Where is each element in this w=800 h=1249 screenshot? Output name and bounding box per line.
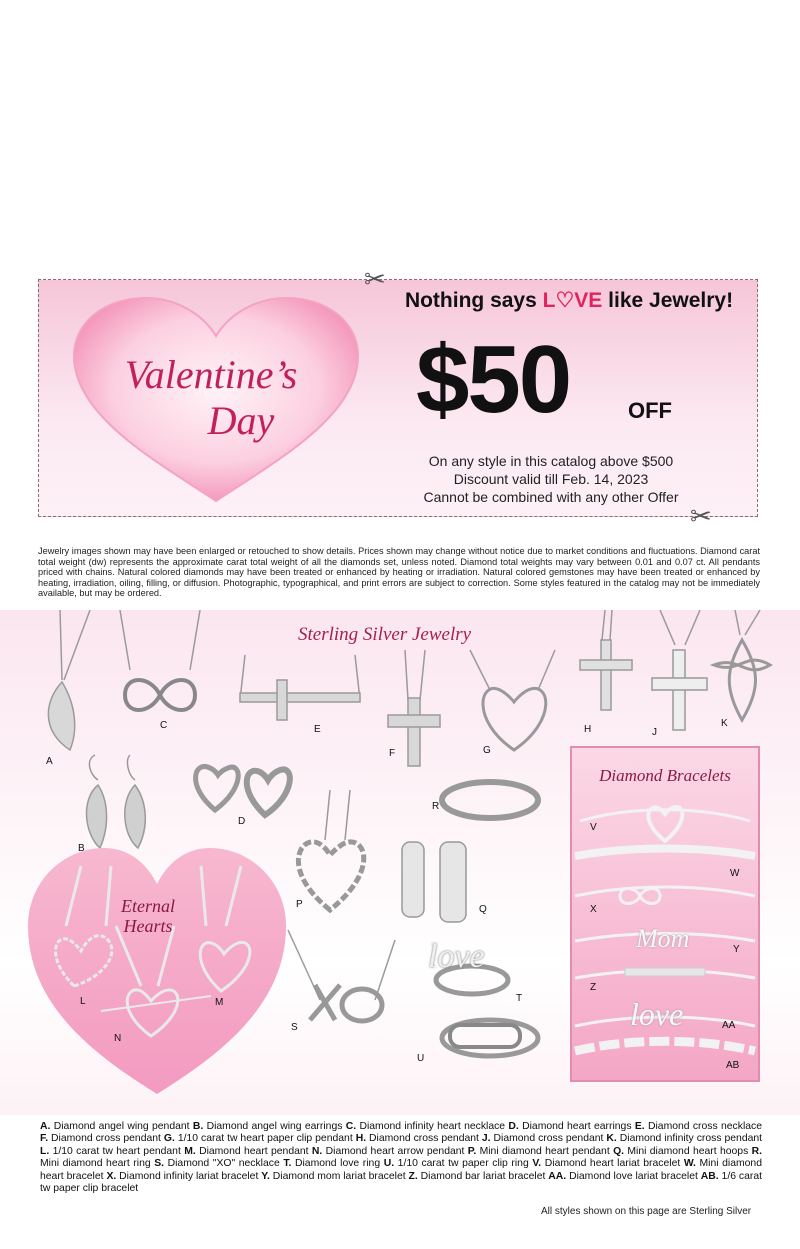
cross-bar-e	[240, 693, 360, 702]
legend-code: D.	[508, 1121, 519, 1132]
item-label-r: R	[432, 801, 440, 812]
tagline-after: like Jewelry!	[602, 289, 734, 312]
legend-text: Diamond heart lariat bracelet	[541, 1158, 684, 1170]
item-label-s: S	[291, 1022, 298, 1033]
cross-k	[729, 640, 755, 720]
eternal-hearts-heart	[26, 846, 288, 1096]
legend-item	[164, 1133, 356, 1144]
legend-code: V.	[532, 1158, 542, 1170]
item-label-a: A	[46, 756, 53, 767]
legend-code: W.	[683, 1158, 696, 1170]
legend-code: AB.	[700, 1170, 719, 1182]
legend-text: Mini diamond heart hoops	[624, 1145, 752, 1157]
item-label-p: P	[296, 899, 303, 910]
legend-item	[193, 1121, 346, 1132]
legend-item	[106, 1171, 261, 1182]
legend-code: G.	[163, 1133, 175, 1145]
legend-text: Mini diamond heart bracelet	[40, 1158, 762, 1182]
bracelet-ab	[575, 1041, 755, 1051]
legend-item	[468, 1146, 613, 1157]
legend-code: Y.	[261, 1170, 270, 1182]
legend-item	[346, 1121, 509, 1132]
legend-item	[40, 1133, 164, 1144]
legend-item	[40, 1146, 184, 1157]
infinity-c	[125, 680, 195, 710]
legend-code: R.	[751, 1145, 763, 1157]
love-charm: love	[630, 996, 684, 1032]
legend-item	[184, 1146, 312, 1157]
scissors-icon: ✂	[690, 501, 712, 531]
legend-text: Diamond angel wing earrings	[203, 1121, 346, 1132]
scissors-icon: ✂	[364, 264, 386, 294]
item-label-x: X	[590, 904, 597, 915]
item-label-g: G	[483, 745, 491, 756]
legend-text: 1/10 carat tw heart paper clip pendant	[174, 1133, 356, 1145]
valentines-title-line1: Valentine’s	[124, 352, 298, 397]
item-label-w: W	[730, 868, 740, 879]
legend-text: Diamond bar lariat bracelet	[417, 1170, 549, 1182]
bracelet-w	[575, 849, 755, 857]
item-label-t: T	[516, 993, 523, 1004]
legend-code: L.	[40, 1145, 50, 1157]
legend-text: Diamond cross necklace	[644, 1121, 763, 1132]
offer-line: Cannot be combined with any other Offer	[423, 489, 679, 505]
legend-item	[409, 1171, 549, 1182]
item-label-q: Q	[479, 904, 487, 915]
item-label-e: E	[314, 724, 321, 735]
catalog-title: Sterling Silver Jewelry	[298, 624, 472, 645]
legend-code: Z.	[408, 1170, 418, 1182]
item-label-n: N	[114, 1033, 122, 1044]
legend-text: Diamond heart arrow pendant	[322, 1145, 468, 1157]
love-l: L	[542, 289, 556, 312]
heart-g	[483, 688, 546, 750]
footnote: All styles shown on this page are Sterling Silver	[541, 1206, 752, 1217]
eternal-title-line1: Eternal	[121, 896, 175, 916]
legend-code: M.	[184, 1145, 196, 1157]
earring-b	[86, 785, 106, 848]
love-ring-text: love	[428, 938, 485, 975]
bracelet-x	[575, 887, 755, 896]
legend-text: Mini diamond heart pendant	[476, 1145, 614, 1157]
legend-item	[384, 1158, 533, 1169]
legend-text: Diamond angel wing pendant	[50, 1121, 193, 1132]
legend-item	[635, 1121, 762, 1132]
legend-item	[154, 1158, 283, 1169]
legend-item	[548, 1171, 700, 1182]
item-label-aa: AA	[722, 1020, 736, 1031]
item-label-h: H	[584, 724, 592, 735]
legend-text: Diamond mom lariat bracelet	[269, 1170, 409, 1182]
legend-code: U.	[383, 1158, 395, 1170]
legend-code: F.	[40, 1133, 49, 1145]
valentines-title-line2: Day	[207, 398, 275, 443]
item-label-k: K	[721, 718, 728, 729]
item-label-b: B	[78, 843, 85, 854]
legend-item	[613, 1146, 752, 1157]
legend-item	[508, 1121, 634, 1132]
item-legend	[40, 1121, 762, 1195]
legend-text: Diamond infinity heart necklace	[356, 1121, 509, 1132]
legend-item	[312, 1146, 468, 1157]
legend-text: Diamond love lariat bracelet	[566, 1170, 701, 1182]
bracelets-title: Diamond Bracelets	[599, 766, 731, 785]
item-label-ab: AB	[726, 1060, 740, 1071]
legend-item	[283, 1158, 383, 1169]
item-label-m: M	[215, 997, 224, 1008]
heart-p	[298, 842, 363, 910]
legend-code: J.	[481, 1133, 491, 1145]
legend-text: Diamond heart earrings	[518, 1121, 635, 1132]
disclaimer-text: Jewelry images shown may have been enlarged or retouched to show details. Prices shown may change without notice due to market conditions and fluctuations. Diamond carat total weight (dw) represents the approximate carat total weight of all the diamonds set, unless noted. Diamond total weights may vary between 0.01 and 0.07 ct. All pendants priced with chains. Natural colored diamonds may have been treated or enhanced by heating or irradiation. Natural colored gemstones may have been treated or enhanced by heating, irradiation, oiling, filling, or diffusion. Photographic, typographical, and print errors are subject to correction. Some styles featured in the catalog may not be immediately available, but may be ordered.	[38, 546, 760, 599]
legend-code: E.	[634, 1121, 645, 1132]
legend-code: Q.	[613, 1145, 625, 1157]
legend-code: AA.	[548, 1170, 567, 1182]
discount-off: OFF	[628, 398, 672, 423]
item-label-y: Y	[733, 944, 740, 955]
offer-line: Discount valid till Feb. 14, 2023	[453, 471, 649, 487]
legend-code: K.	[606, 1133, 617, 1145]
item-label-d: D	[238, 816, 246, 827]
mom-charm: Mom	[636, 924, 690, 953]
legend-code: X.	[106, 1170, 117, 1182]
earring-d	[196, 766, 239, 810]
legend-item	[356, 1133, 482, 1144]
legend-code: H.	[355, 1133, 367, 1145]
legend-text: 1/10 carat tw heart pendant	[49, 1145, 185, 1157]
love-rest: VE	[574, 289, 603, 312]
offer-line: On any style in this catalog above $500	[428, 453, 674, 469]
legend-text: Diamond heart pendant	[195, 1145, 312, 1157]
legend-text: 1/6 carat tw paper clip bracelet	[40, 1170, 762, 1195]
item-label-f: F	[389, 748, 396, 759]
legend-item	[482, 1133, 606, 1144]
legend-item	[261, 1171, 408, 1182]
legend-text: Diamond infinity lariat bracelet	[116, 1170, 262, 1182]
tagline	[384, 288, 754, 313]
heart-icon: ♡	[555, 289, 575, 312]
item-label-c: C	[160, 720, 168, 731]
item-label-v: V	[590, 822, 597, 833]
eternal-hearts-title	[98, 896, 198, 936]
eternal-title-line2: Hearts	[123, 916, 173, 936]
legend-text: Diamond cross pendant	[490, 1133, 607, 1145]
legend-text: Diamond "XO" necklace	[164, 1158, 284, 1170]
legend-code: B.	[192, 1121, 204, 1132]
legend-text: 1/10 carat tw paper clip ring	[394, 1158, 533, 1170]
legend-item	[606, 1133, 762, 1144]
legend-text: Diamond infinity cross pendant	[616, 1133, 763, 1145]
valentines-title	[86, 352, 336, 444]
item-label-u: U	[417, 1053, 425, 1064]
discount-amount: $50	[416, 326, 571, 433]
legend-text: Mini diamond heart ring	[40, 1158, 155, 1170]
legend-text: Diamond cross pendant	[48, 1133, 164, 1145]
legend-item	[532, 1158, 684, 1169]
item-label-z: Z	[590, 982, 597, 993]
tagline-before: Nothing says	[404, 289, 543, 312]
wing-pendant-a	[48, 682, 74, 750]
item-label-j: J	[652, 727, 657, 738]
legend-code: T.	[283, 1158, 292, 1170]
legend-code: P.	[467, 1145, 477, 1157]
hoop-q	[402, 842, 424, 917]
legend-item	[40, 1121, 193, 1132]
xo-s	[310, 985, 340, 1020]
legend-code: C.	[345, 1121, 357, 1132]
ring-r	[442, 782, 538, 818]
legend-text: Diamond cross pendant	[366, 1133, 482, 1145]
legend-text: Diamond love ring	[291, 1158, 384, 1170]
chain-a	[60, 610, 90, 680]
legend-code: N.	[311, 1145, 323, 1157]
item-label-l: L	[80, 996, 86, 1007]
cross-h	[601, 640, 611, 710]
legend-code: A.	[40, 1121, 51, 1132]
offer-terms	[396, 452, 706, 506]
legend-code: S.	[154, 1158, 165, 1170]
cross-f	[408, 698, 420, 766]
